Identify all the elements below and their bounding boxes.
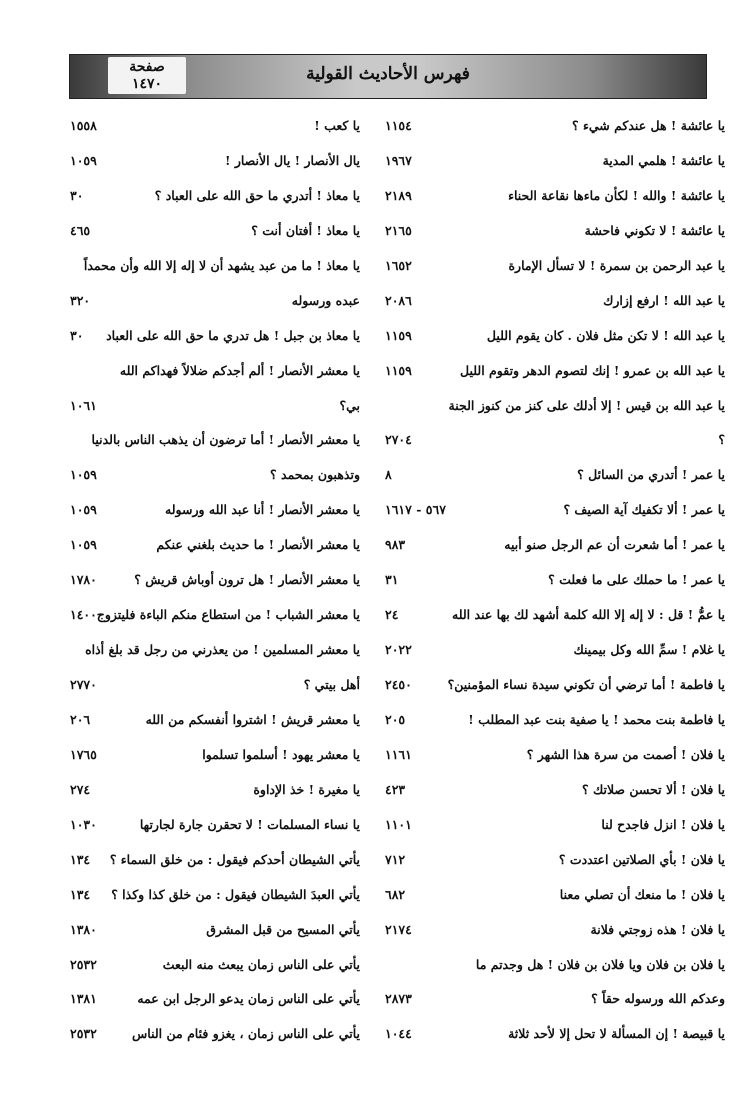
index-entry bbox=[385, 287, 725, 322]
hadith-text: يا نساء المسلمات ! لا تحقرن جارة لجارتها bbox=[139, 816, 360, 832]
hadith-text: يا فاطمة ! أما ترضي أن تكوني سيدة نساء المؤمنين؟ bbox=[447, 677, 725, 692]
index-entry bbox=[385, 182, 725, 217]
index-entry bbox=[70, 357, 410, 392]
hadith-number: ١١٦١ bbox=[385, 746, 412, 762]
hadith-number: ١٣٤ bbox=[70, 851, 91, 867]
index-entry bbox=[70, 741, 410, 776]
hadith-text: يا فلان ! أصمت من سرة هذا الشهر ؟ bbox=[526, 746, 725, 762]
index-entry bbox=[70, 112, 410, 147]
hadith-text: يا عمر ! ما حملك على ما فعلت ؟ bbox=[548, 572, 725, 588]
hadith-number: ٢٠٨٦ bbox=[385, 292, 412, 308]
hadith-text: يأتي على الناس زمان يدعو الرجل ابن عمه bbox=[137, 991, 360, 1007]
hadith-text: يا معشر الشباب ! من استطاع منكم الباءة فليتزوج bbox=[96, 607, 360, 623]
hadith-number: ٢١٦٥ bbox=[385, 222, 412, 238]
hadith-number: ٢٠٢٢ bbox=[385, 642, 412, 658]
index-entry bbox=[385, 322, 725, 357]
hadith-text: يا عبد الله ! ارفع إزارك bbox=[603, 292, 725, 308]
index-entry bbox=[70, 776, 410, 811]
hadith-text: ؟ bbox=[718, 432, 725, 448]
hadith-number: ١٠٥٩ bbox=[70, 152, 97, 168]
index-entry bbox=[385, 601, 725, 636]
index-entry bbox=[385, 846, 725, 881]
hadith-number: ١٩٦٧ bbox=[385, 152, 412, 168]
index-entry bbox=[385, 566, 725, 601]
hadith-number: ٩٨٣ bbox=[385, 537, 406, 553]
index-entry bbox=[70, 846, 410, 881]
index-entry bbox=[385, 112, 725, 147]
hadith-text: يا فلان ! ألا تحسن صلاتك ؟ bbox=[581, 781, 725, 797]
index-entry bbox=[70, 461, 410, 496]
hadith-text: يا معشر الأنصار ! ألم أجدكم ضلالاً فهداكم الله bbox=[119, 362, 360, 378]
index-entry bbox=[70, 636, 410, 671]
index-entry bbox=[385, 811, 725, 846]
hadith-text: يا معاذ ! ما من عبد يشهد أن لا إله إلا الله وأن محمداً bbox=[83, 257, 360, 273]
hadith-text: يا معشر المسلمين ! من يعذرني من رجل قد بلغ أذاه bbox=[85, 642, 360, 658]
hadith-text: يا فلان ! انزل فاجدح لنا bbox=[601, 816, 725, 832]
page-number-box bbox=[108, 57, 186, 94]
hadith-text: يأتي الشيطان أحدكم فيقول : من خلق السماء ؟ bbox=[109, 851, 360, 867]
index-entry bbox=[385, 531, 725, 566]
hadith-text: يا فاطمة بنت محمد ! يا صفية بنت عبد المطلب ! bbox=[468, 711, 725, 727]
hadith-text: أهل بيتي ؟ bbox=[303, 677, 360, 692]
hadith-text: يا عائشة ! والله ! لكأن ماءها نقاعة الحناء bbox=[508, 187, 725, 203]
index-entry bbox=[70, 601, 410, 636]
hadith-text: يا عمُّ ! قل : لا إله إلا الله كلمة أشهد لك بها عند الله bbox=[452, 607, 725, 623]
hadith-text: يا عبد الرحمن بن سمرة ! لا تسأل الإمارة bbox=[508, 257, 725, 273]
hadith-text: يأتي العبدَ الشيطان فيقول : من خلق كذا وكذا ؟ bbox=[111, 886, 360, 902]
hadith-text: يا غلام ! سمِّ الله وكل بيمينك bbox=[573, 642, 725, 658]
index-entry bbox=[70, 496, 410, 531]
page-number: ١٤٧٠ bbox=[131, 76, 163, 92]
hadith-number: ٢١٧٤ bbox=[385, 921, 412, 937]
hadith-number: ١٣٤ bbox=[70, 886, 91, 902]
index-entry bbox=[70, 706, 410, 741]
hadith-text: يا فلان ! بأي الصلاتين اعتددت ؟ bbox=[558, 851, 725, 867]
index-entry bbox=[70, 287, 410, 322]
index-entry bbox=[70, 1020, 410, 1055]
index-entry bbox=[70, 951, 410, 986]
hadith-text: يا عائشة ! هل عندكم شيء ؟ bbox=[571, 118, 725, 133]
index-entry bbox=[70, 426, 410, 461]
index-entry bbox=[385, 217, 725, 252]
index-entry bbox=[385, 496, 725, 531]
index-entry bbox=[70, 392, 410, 427]
hadith-text: يا معشر يهود ! أسلموا تسلموا bbox=[202, 746, 360, 762]
hadith-text: يا عبد الله بن قيس ! إلا أدلك على كنز من كنوز الجنة bbox=[448, 397, 725, 413]
hadith-text: يا عائشة ! هلمي المدية bbox=[602, 152, 725, 168]
hadith-number: ١٠٥٩ bbox=[70, 537, 97, 553]
index-entry bbox=[70, 811, 410, 846]
index-entry bbox=[385, 357, 725, 392]
hadith-number: ٢٧٠٤ bbox=[385, 432, 412, 448]
hadith-text: يا قبيصة ! إن المسألة لا تحل إلا لأحد ثلاثة bbox=[508, 1026, 725, 1042]
hadith-text: وعدكم الله ورسوله حقاً ؟ bbox=[591, 991, 725, 1007]
index-entry bbox=[385, 426, 725, 461]
hadith-number: ٢٤ bbox=[385, 607, 399, 623]
index-entry bbox=[70, 985, 410, 1020]
hadith-text: يا فلان بن فلان ويا فلان بن فلان ! هل وجدتم ما bbox=[475, 956, 725, 972]
hadith-number: ٢٨٧٣ bbox=[385, 991, 412, 1007]
index-entry bbox=[385, 706, 725, 741]
hadith-text: يا عمر ! ألا تكفيك آية الصيف ؟ bbox=[563, 502, 725, 518]
hadith-number: ١١٥٩ bbox=[385, 327, 412, 343]
index-entry bbox=[385, 636, 725, 671]
index-entry bbox=[385, 1020, 725, 1055]
hadith-number: ١٧٨٠ bbox=[70, 572, 97, 588]
index-entry bbox=[385, 776, 725, 811]
hadith-number: ١٠٥٩ bbox=[70, 467, 97, 483]
hadith-text: يا معشر الأنصار ! أما ترضون أن يذهب الناس بالدنيا bbox=[91, 432, 360, 448]
hadith-number: ١٤٠٠ bbox=[70, 607, 97, 623]
index-entry bbox=[385, 951, 725, 986]
index-entry bbox=[385, 671, 725, 706]
hadith-text: يأتي المسيح من قبل المشرق bbox=[206, 921, 360, 937]
page-label: صفحة bbox=[129, 59, 165, 75]
hadith-number: ١٦٥٢ bbox=[385, 257, 412, 273]
index-entry bbox=[385, 741, 725, 776]
hadith-number: ١٠٥٩ bbox=[70, 502, 97, 518]
hadith-text: عبده ورسوله bbox=[291, 292, 360, 308]
index-entry bbox=[70, 322, 410, 357]
index-entry bbox=[385, 461, 725, 496]
hadith-text: يا فلان ! هذه زوجتي فلانة bbox=[590, 921, 725, 937]
hadith-number: ٢٥٣٢ bbox=[70, 1026, 97, 1042]
hadith-text: يا عائشة ! لا تكوني فاحشة bbox=[584, 222, 725, 238]
index-entry bbox=[70, 147, 410, 182]
hadith-number: ٢٥٣٢ bbox=[70, 956, 97, 972]
hadith-text: يال الأنصار ! يال الأنصار ! bbox=[224, 152, 360, 168]
hadith-number: ٦٨٢ bbox=[385, 886, 406, 902]
hadith-text: يا معشر الأنصار ! هل ترون أوباش قريش ؟ bbox=[134, 572, 360, 588]
index-entry bbox=[70, 566, 410, 601]
hadith-number: ٣٢٠ bbox=[70, 292, 91, 308]
hadith-text: يأتي على الناس زمان ، يغزو فئام من الناس bbox=[132, 1026, 360, 1042]
hadith-text: يا عمر ! أما شعرت أن عم الرجل صنو أبيه bbox=[504, 537, 725, 553]
hadith-text: يا معاذ بن جبل ! هل تدري ما حق الله على العباد bbox=[106, 327, 360, 343]
page-title: فهرس الأحاديث القولية bbox=[306, 64, 470, 84]
hadith-number: ١٣٨٠ bbox=[70, 921, 97, 937]
hadith-text: يا معشر الأنصار ! أنا عبد الله ورسوله bbox=[165, 502, 360, 518]
hadith-number: ١٠٣٠ bbox=[70, 816, 97, 832]
index-entry bbox=[70, 881, 410, 916]
hadith-text: يا عبد الله بن عمرو ! إنك لتصوم الدهر وتقوم الليل bbox=[460, 362, 725, 378]
hadith-number: ١١٠١ bbox=[385, 816, 412, 832]
hadith-text: يا معاذ ! أفتان أنت ؟ bbox=[251, 222, 360, 238]
hadith-number: ٤٢٣ bbox=[385, 781, 406, 797]
index-entry bbox=[70, 217, 410, 252]
index-entry bbox=[385, 392, 725, 427]
index-entry bbox=[385, 985, 725, 1020]
index-entry bbox=[385, 881, 725, 916]
hadith-number: ٥٦٧ - ١٦١٧ bbox=[385, 502, 446, 518]
index-entry bbox=[385, 147, 725, 182]
index-entry bbox=[70, 252, 410, 287]
hadith-number: ١٣٨١ bbox=[70, 991, 97, 1007]
hadith-number: ١٠٤٤ bbox=[385, 1026, 412, 1042]
hadith-number: ١٧٦٥ bbox=[70, 746, 97, 762]
hadith-number: ٤٦٥ bbox=[70, 222, 91, 238]
page-header bbox=[69, 54, 707, 99]
hadith-text: يا فلان ! ما منعك أن تصلي معنا bbox=[559, 886, 725, 902]
hadith-number: ٢٤٥٠ bbox=[385, 677, 412, 692]
hadith-text: يا معاذ ! أتدري ما حق الله على العباد ؟ bbox=[154, 187, 360, 203]
hadith-text: يا كعب ! bbox=[314, 118, 360, 133]
index-entry bbox=[70, 671, 410, 706]
hadith-number: ١٠٦١ bbox=[70, 397, 97, 413]
hadith-number: ٣٠ bbox=[70, 327, 84, 343]
index-column-right bbox=[385, 112, 725, 1055]
hadith-text: يا معشر قريش ! اشتروا أنفسكم من الله bbox=[145, 711, 360, 727]
hadith-text: يا عبد الله ! لا تكن مثل فلان . كان يقوم الليل bbox=[486, 327, 725, 343]
hadith-number: ١١٥٩ bbox=[385, 362, 412, 378]
hadith-text: يأتي على الناس زمان يبعث منه البعث bbox=[162, 956, 360, 972]
hadith-text: وتذهبون بمحمد ؟ bbox=[270, 467, 360, 483]
hadith-number: ٨ bbox=[385, 467, 392, 483]
hadith-number: ٧١٢ bbox=[385, 851, 406, 867]
hadith-text: بي؟ bbox=[339, 397, 360, 413]
index-entry bbox=[385, 916, 725, 951]
index-entry bbox=[70, 182, 410, 217]
hadith-text: يا مغيرة ! خذ الإداوة bbox=[253, 781, 360, 797]
hadith-text: يا عمر ! أتدري من السائل ؟ bbox=[577, 467, 725, 483]
index-column-left bbox=[70, 112, 410, 1055]
index-entry bbox=[385, 252, 725, 287]
hadith-number: ٣١ bbox=[385, 572, 399, 588]
hadith-number: ٢١٨٩ bbox=[385, 187, 412, 203]
hadith-number: ٢٧٤ bbox=[70, 781, 91, 797]
hadith-number: ١١٥٤ bbox=[385, 118, 412, 133]
hadith-number: ٣٠ bbox=[70, 187, 84, 203]
hadith-number: ٢٧٧٠ bbox=[70, 677, 97, 692]
hadith-number: ٢٠٦ bbox=[70, 711, 91, 727]
index-entry bbox=[70, 531, 410, 566]
index-entry bbox=[70, 916, 410, 951]
hadith-number: ٢٠٥ bbox=[385, 711, 406, 727]
hadith-number: ١٥٥٨ bbox=[70, 118, 97, 133]
hadith-text: يا معشر الأنصار ! ما حديث بلغني عنكم bbox=[156, 537, 360, 553]
